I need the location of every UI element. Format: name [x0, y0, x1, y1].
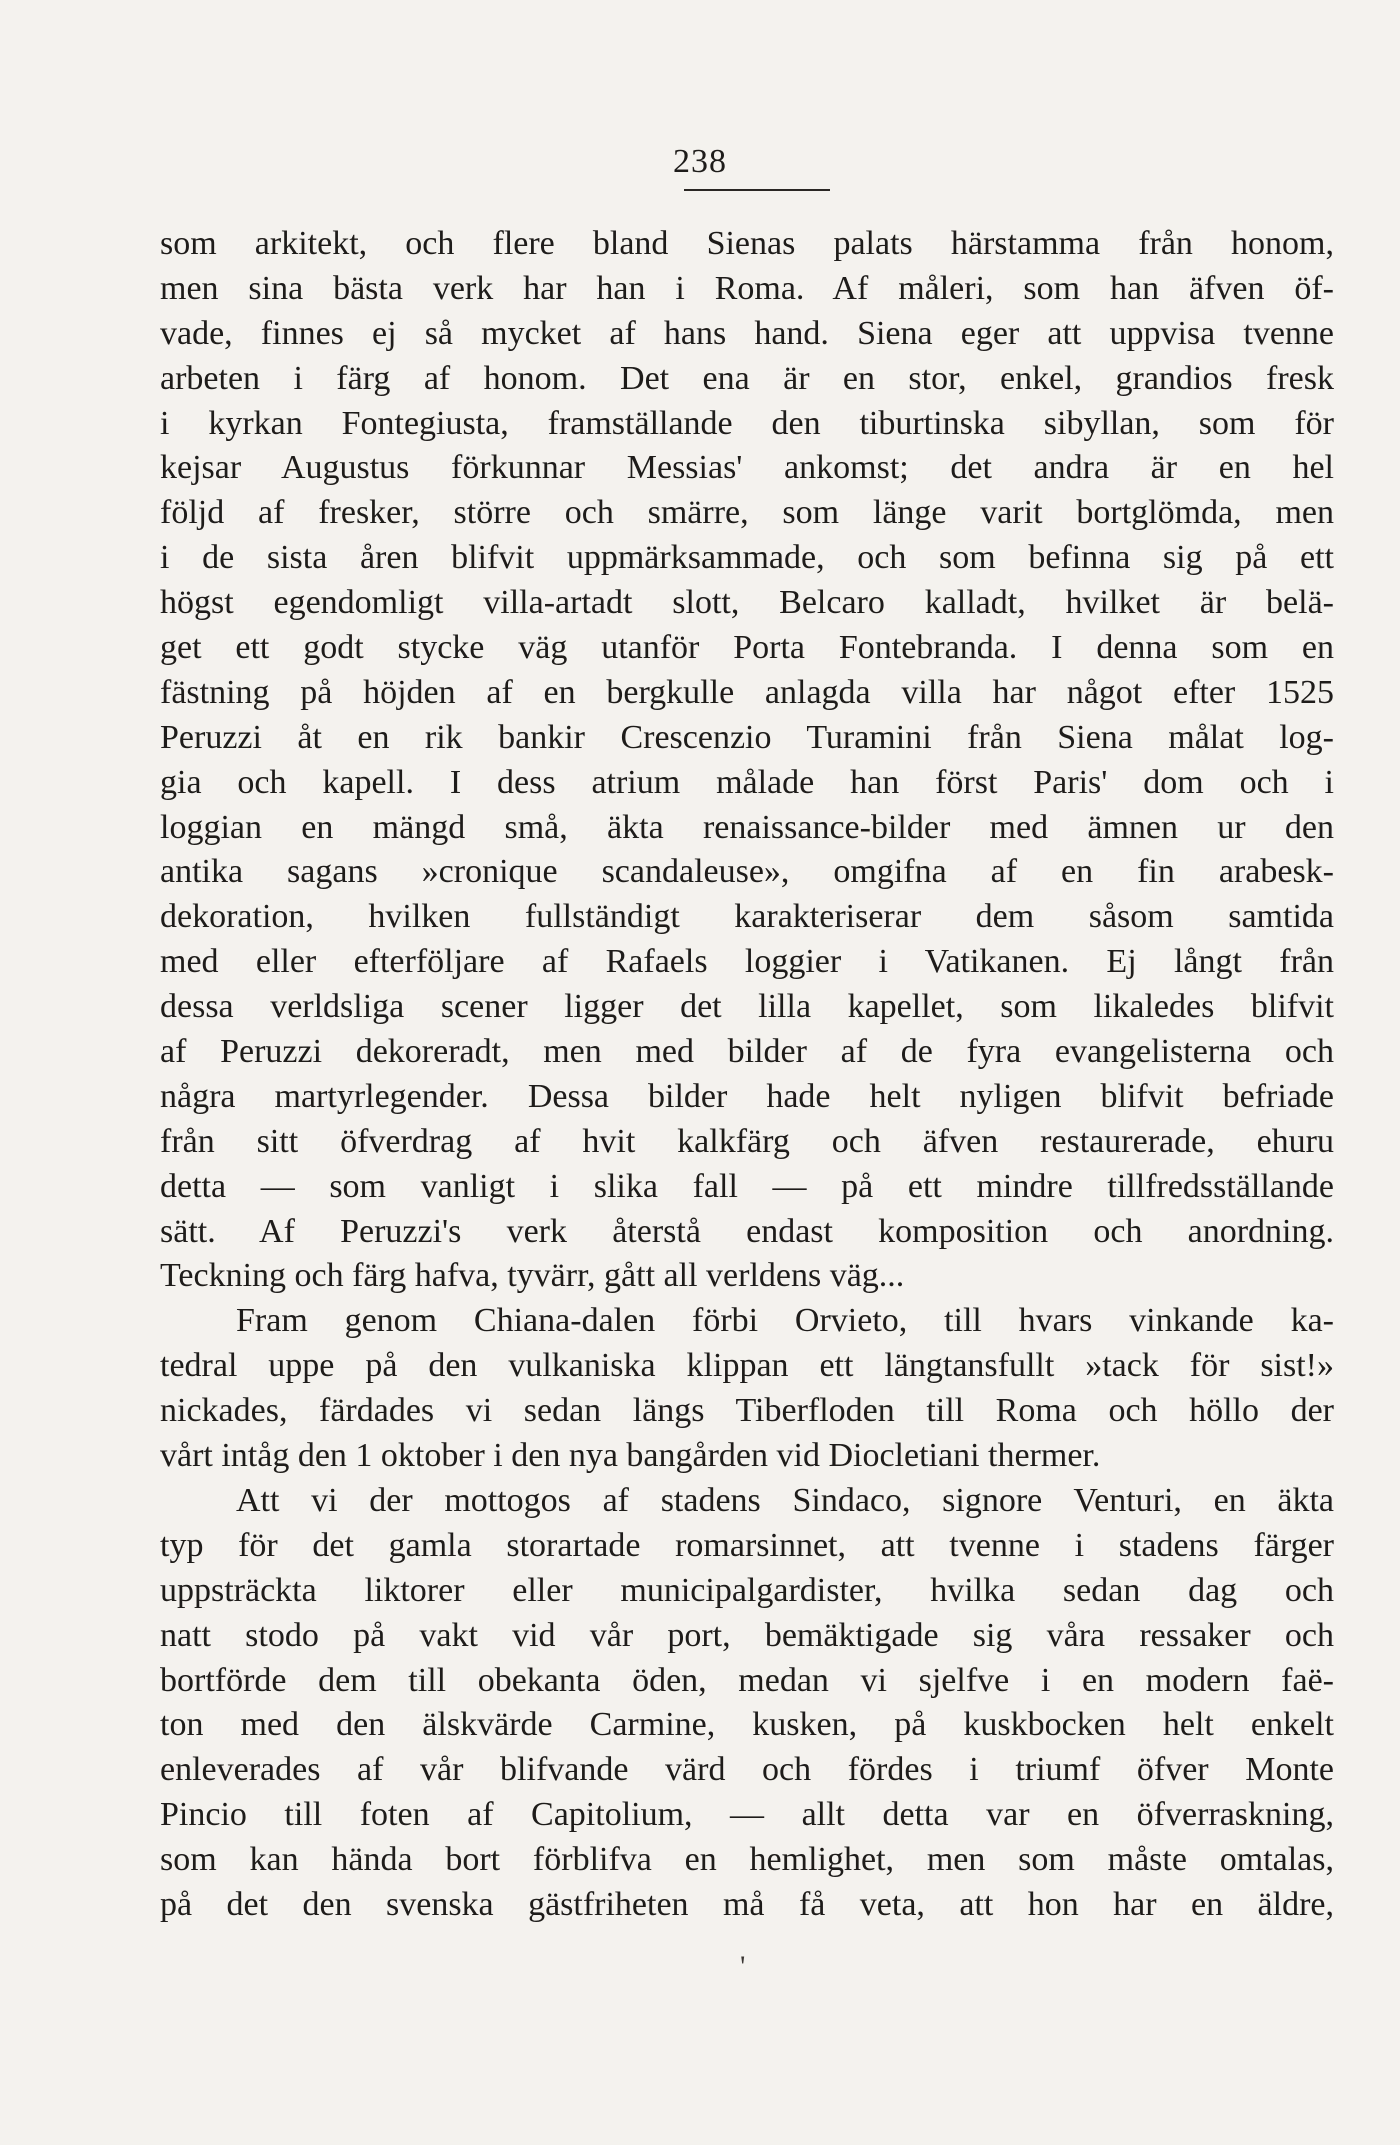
text-line: dessa verldsliga scener ligger det lilla kapellet, som likaledes blifvit: [160, 988, 1334, 1026]
text-line: af Peruzzi dekoreradt, men med bilder af de fyra evangelisterna och: [160, 1033, 1334, 1071]
text-line: sätt. Af Peruzzi's verk återstå endast komposition och anordning.: [160, 1212, 1334, 1250]
text-line: som kan hända bort förblifva en hemlighet, men som måste omtalas,: [160, 1841, 1334, 1879]
text-line: Pincio till foten af Capitolium, — allt detta var en öfverraskning,: [160, 1796, 1334, 1834]
text-line: på det den svenska gästfriheten må få veta, att hon har en äldre,: [160, 1885, 1334, 1923]
text-line: några martyrlegender. Dessa bilder hade helt nyligen blifvit befriade: [160, 1077, 1334, 1115]
text-line: med eller efterföljare af Rafaels loggier i Vatikanen. Ej långt från: [160, 943, 1334, 981]
text-line: Teckning och färg hafva, tyvärr, gått all verldens väg...: [160, 1257, 905, 1295]
text-line: natt stodo på vakt vid vår port, bemäktigade sig våra ressaker och: [160, 1616, 1334, 1654]
text-line: vårt intåg den 1 oktober i den nya bangården vid Diocletiani thermer.: [160, 1437, 1101, 1475]
text-line: Peruzzi åt en rik bankir Crescenzio Turamini från Siena målat log-: [160, 718, 1334, 756]
text-line: typ för det gamla storartade romarsinnet, att tvenne i stadens färger: [160, 1526, 1334, 1564]
text-line: dekoration, hvilken fullständigt karakteriserar dem såsom samtida: [160, 898, 1334, 936]
text-line: loggian en mängd små, äkta renaissance-bilder med ämnen ur den: [160, 808, 1334, 846]
text-line: uppsträckta liktorer eller municipalgardister, hvilka sedan dag och: [160, 1571, 1334, 1609]
text-line: bortförde dem till obekanta öden, medan vi sjelfve i en modern faë-: [160, 1661, 1334, 1699]
text-line: antika sagans »cronique scandaleuse», omgifna af en fin arabesk-: [160, 853, 1334, 891]
text-line: tedral uppe på den vulkaniska klippan ett längtansfullt »tack för sist!»: [160, 1347, 1334, 1385]
text-line: högst egendomligt villa-artadt slott, Belcaro kalladt, hvilket är belä-: [160, 584, 1334, 622]
text-line: enleverades af vår blifvande värd och fördes i triumf öfver Monte: [160, 1751, 1334, 1789]
text-line: kejsar Augustus förkunnar Messias' ankomst; det andra är en hel: [160, 449, 1334, 487]
text-line: nickades, färdades vi sedan längs Tiberfloden till Roma och höllo der: [160, 1392, 1334, 1430]
page-number-rule: [684, 189, 830, 191]
body-text: [160, 222, 1334, 1928]
page-number: 238: [673, 143, 727, 180]
text-line: i de sista åren blifvit uppmärksammade, och som befinna sig på ett: [160, 539, 1334, 577]
stray-ink-mark: ': [740, 1950, 746, 1983]
text-line: vade, finnes ej så mycket af hans hand. Siena eger att uppvisa tvenne: [160, 314, 1334, 352]
text-line: i kyrkan Fontegiusta, framställande den tiburtinska sibyllan, som för: [160, 404, 1334, 442]
text-line: get ett godt stycke väg utanför Porta Fontebranda. I denna som en: [160, 629, 1334, 667]
text-line: men sina bästa verk har han i Roma. Af måleri, som han äfven öf-: [160, 269, 1334, 307]
text-line: ton med den älskvärde Carmine, kusken, på kuskbocken helt enkelt: [160, 1706, 1334, 1744]
text-line: Fram genom Chiana-dalen förbi Orvieto, till hvars vinkande ka-: [236, 1302, 1334, 1340]
text-line: Att vi der mottogos af stadens Sindaco, signore Venturi, en äkta: [236, 1481, 1334, 1519]
text-line: följd af fresker, större och smärre, som länge varit bortglömda, men: [160, 494, 1334, 532]
text-line: gia och kapell. I dess atrium målade han först Paris' dom och i: [160, 763, 1334, 801]
text-line: arbeten i färg af honom. Det ena är en stor, enkel, grandios fresk: [160, 359, 1334, 397]
text-line: detta — som vanligt i slika fall — på ett mindre tillfredsställande: [160, 1167, 1334, 1205]
text-line: som arkitekt, och flere bland Sienas palats härstamma från honom,: [160, 225, 1334, 262]
text-line: från sitt öfverdrag af hvit kalkfärg och äfven restaurerade, ehuru: [160, 1122, 1334, 1160]
text-line: fästning på höjden af en bergkulle anlagda villa har något efter 1525: [160, 673, 1334, 711]
